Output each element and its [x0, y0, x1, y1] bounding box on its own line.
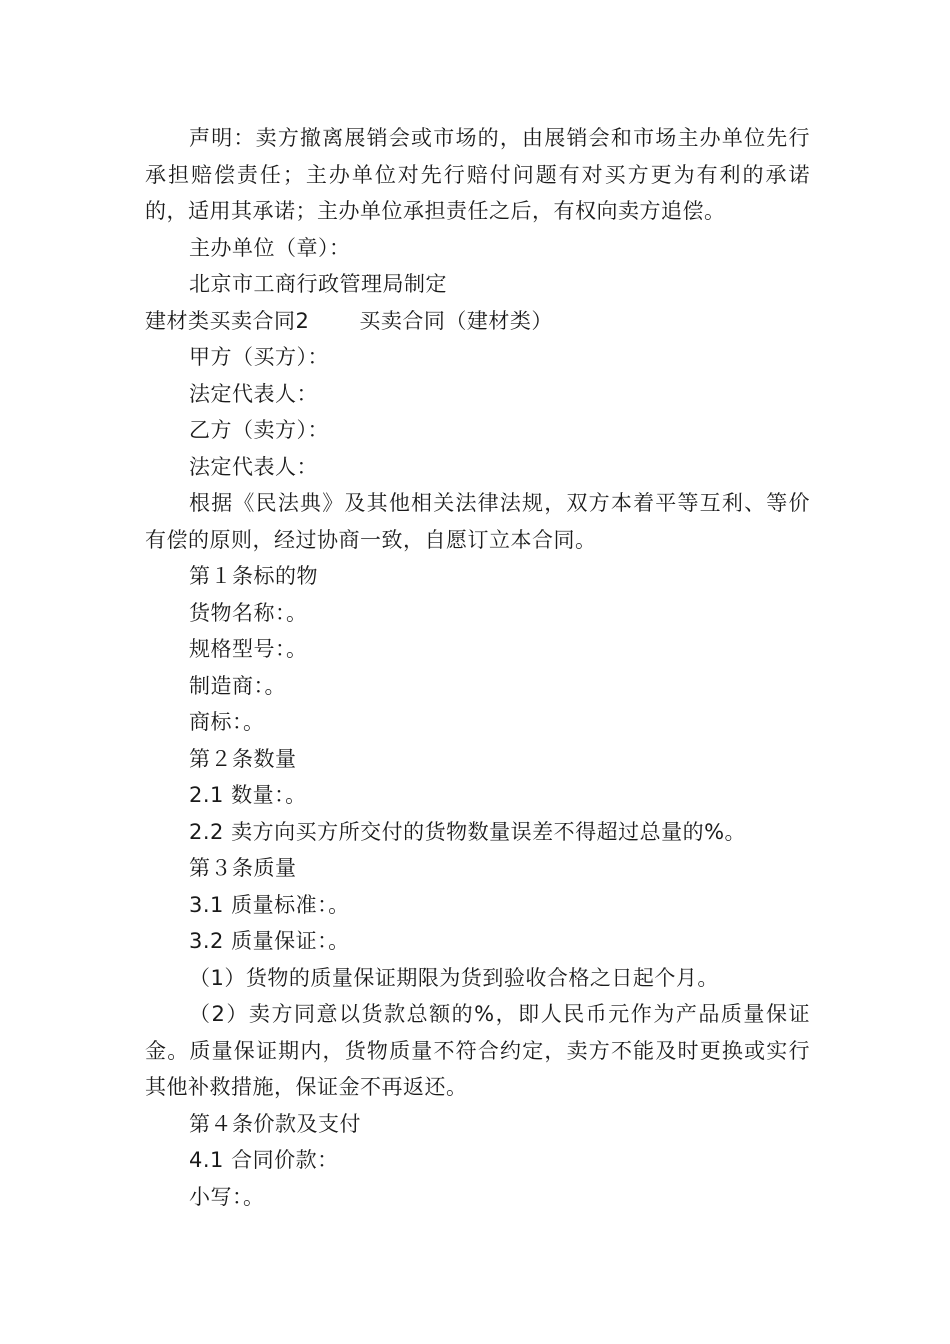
goods-spec: 规格型号：。: [189, 637, 308, 661]
party-b: 乙方（卖方）：: [189, 418, 329, 442]
section-title-left: 建材类买卖合同2: [145, 308, 310, 333]
paragraph-statement: 声明：卖方撤离展销会或市场的，由展销会和市场主办单位先行承担赔偿责任；主办单位对先行赔付问题有对买方更为有利的承诺的，适用其承诺；主办单位承担责任之后，有权向卖方追偿。: [145, 126, 810, 223]
goods-name: 货物名称：。: [189, 600, 308, 625]
paragraph-organizer-seal: 主办单位（章）：: [189, 235, 351, 260]
article-1-heading: 第１条标的物: [189, 564, 318, 588]
clause-4-1: 4.1 合同价款：: [189, 1148, 339, 1172]
clause-4-1-lowercase: 小写：。: [189, 1184, 265, 1209]
goods-trademark: 商标：。: [189, 710, 265, 734]
paragraph-preamble: 根据《民法典》及其他相关法律法规，双方本着平等互利、等价有偿的原则，经过协商一致，自愿订立本合同。: [145, 491, 810, 552]
party-a-representative: 法定代表人：: [189, 381, 318, 406]
article-4-heading: 第４条价款及支付: [189, 1111, 361, 1136]
clause-2-1: 2.1 数量：。: [189, 783, 307, 807]
party-b-representative: 法定代表人：: [189, 454, 318, 479]
contract-title-line: [145, 303, 810, 340]
party-a: 甲方（买方）：: [189, 345, 329, 369]
clause-3-2-item-1: （1）货物的质量保证期限为货到验收合格之日起个月。: [189, 965, 719, 990]
title-gap: [309, 303, 359, 340]
article-3-heading: 第３条质量: [189, 856, 297, 880]
section-title-right: 买卖合同（建材类）: [359, 308, 553, 333]
clause-3-2-item-2: （2）卖方同意以货款总额的%，即人民币元作为产品质量保证金。质量保证期内，货物质量不符合约定，卖方不能及时更换或实行其他补救措施，保证金不再返还。: [145, 1002, 810, 1099]
clause-3-2: 3.2 质量保证：。: [189, 929, 350, 953]
clause-3-1: 3.1 质量标准：。: [189, 892, 350, 917]
goods-manufacturer: 制造商：。: [189, 673, 286, 698]
document-page: [145, 120, 810, 1215]
paragraph-issuer: 北京市工商行政管理局制定: [189, 272, 447, 296]
article-2-heading: 第２条数量: [189, 746, 297, 771]
clause-2-2: 2.2 卖方向买方所交付的货物数量误差不得超过总量的%。: [189, 819, 747, 844]
